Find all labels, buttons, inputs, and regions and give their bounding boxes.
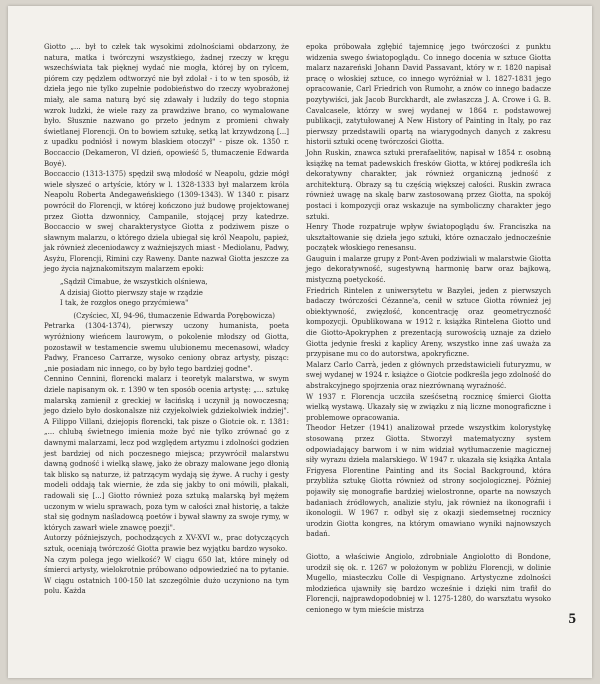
quote-line: „Sądził Cimabue, że wszystkich olśniewa, [60,278,208,287]
paragraph: John Ruskin, znawca sztuki prerafaelitów, napisał w 1854 r. osobną książkę na temat padewskich fresków Giotta, w której podkreśla ich dekoratywny charakter, jak również organiczną jedność z architekturą. Obrazy są tu częścią większej całości. Ruskin zwraca również uwagę na skalę barw zastosowaną przez Giotta, na spokój postaci i kompozycji oraz wskazuje na symboliczny charakter jego sztuki. [306,148,551,221]
quote-citation: (Czyściec, XI, 94-96, tłumaczenie Edwarda Porębowicza) [73,311,275,320]
paragraph: Na czym polega jego wielkość? W ciągu 650 lat, które minęły od śmierci artysty, wielokrotnie próbowano odpowiedzieć na to pytanie. W ciągu ostatnich 100-150 lat szczególnie dużo uczyniono na tym polu. Każda [44,555,289,596]
left-column [44,42,289,597]
paragraph: Cennino Cennini, florencki malarz i teoretyk malarstwa, w swym dziele napisanym ok. r. 1390 w ten sposób ocenia artystę: „... sztukę malarską zamienił z greckiej w łacińską i uczynił ją nowoczesną; jego dzieło było doskonalsze niż czyjekolwiek gdziekolwiek indziej". A Filippo Villani, dziejopis florencki, tak pisze o Giotcie ok. r. 1381: „... chlubą świetnego imienia może być nie tylko zrównać go z dawnymi malarzami, lecz pod względem artyzmu i zdolności godzien jest bardziej od nich poczesnego miejsca; przywrócił malarstwu dawną godność i wielką sławę, jako że obrazy malowane jego dłonią tak blisko są naturze, iż patrzącym wydają się żywe. A ruchy i gesty modeli oddają tak wiernie, że zda się jakby to oni mówili, płakali, radowali się [...] Giotto również poza sztuką malarską był mężem uczonym w wielu sprawach, poza tym w całości znał historię, a także stał się godnym naśladowcą poetów i bywał sławny za swoje rymy, w których zawarł wiele znawcę poezji". [44,375,289,532]
paragraph: W 1937 r. Florencja uczciła sześćsetną rocznicę śmierci Giotta wielką wystawą. Ukazały się w związku z nią liczne monograficzne i problemowe opracowania. [306,392,551,422]
right-column [306,42,551,615]
paragraph: Friedrich Rintelen z uniwersytetu w Bazylei, jeden z pierwszych badaczy twórczości Cézanne'a, cenił w sztuce Giotta również jej obiektywność, zwięzłość, koncentrację oraz geometryczność kompozycji. Opublikowana w 1912 r. książka Rintelena Giotto und die Giotto-Apokryphen z prezentacją surowością uznaje za dzieło Giotta jedynie freski z kaplicy Areny, wszystko inne zaś uważa za przypisane mu co do autorstwa, apokryficzne. [306,286,551,359]
paragraph: Giotto „... był to człek tak wysokimi zdolnościami obdarzony, że natura, matka i twórczyni wszystkiego, żadnej rzeczy w kręgu wszechświata tak pięknej wydać nie mogła, której by on rylcem, piórem czy pędzlem odtworzyć nie był zdolał - i to w ten sposób, iż dzieła jego nie tylko zupełnie podobieństwo do rzeczy wyobrażonej miały, ale sama naturą być się zdawały i ludzily do tego stopnia wzrok ludzki, że wiele razy za prawdziwe brano, co wymalowane było. Słusznie nazwano go przeto jednym z promieni chwały świetlanej Florencji. On to bowiem sztukę, setką lat krzywdzoną [...] z upadku podniósł i nowym blaskiem otoczył" - pisze ok. 1350 r. Boccaccio (Dekameron, VI dzień, opowieść 5, tłumaczenie Edwarda Boyé). [44,43,289,168]
page-number: 5 [568,611,576,627]
paragraph: Boccaccio (1313-1375) spędził swą młodość w Neapolu, gdzie mógł wiele słyszeć o artyście, który w l. 1328-1333 był malarzem króla Neapolu Roberta Andegaweńskiego (1309-1343). W 1340 r. pisarz powrócił do Florencji, w której kończono już budowę projektowanej przez Giotta dzwonnicy, Campanile, stojącej przy katedrze. Boccaccio w swej charakterystyce Giotta z podziwem pisze o sławnym malarzu, o którego dziela ubiegał się król Neapolu, papież, jak również zleceniodawcy z ważniejszych miast - Mediolanu, Padwy, Asyżu, Florencji, Rimini czy Raweny. Dante nazwał Giotta jeszcze za jego życia najznakomitszym malarzem epoki: [44,170,289,274]
paragraph: epoka próbowała zgłębić tajemnicę jego twórczości z punktu widzenia swego światopoglądu. Co innego docenia w sztuce Giotta malarz nazareński Johann David Passavant, który w r. 1820 napisał pracę o włoskiej sztuce, co innego wyróżniał w l. 1827-1831 jego opracowanie, Carl Friedrich von Rumohr, a znów co innego badacze pozytywiści, jak Jacob Burckhardt, ale zwłaszcza J. A. Crowe i G. B. Cavalcasele, którzy w swej wydanej w 1864 r. podstawowej publikacji, zatytułowanej A New History of Painting in Italy, po raz pierwszy przedstawili opartą na wiarygodnych danych z zakresu historii sztuki ocenę twórczości Giotta. [306,43,551,147]
paragraph: Giotto, a właściwie Angiolo, zdrobniale Angiolotto di Bondone, urodził się ok. r. 1267 w położonym w pobliżu Florencji, w dolinie Mugello, miasteczku Colle di Vespignano. Artystyczne zdolności młodzieńca ujawniły się bardzo wcześnie i dzięki nim trafił do Florencji, najprawdopodobniej w l. 1275-1280, do warsztatu wysoko cenionego w tym mieście mistrza [306,552,551,614]
paragraph: Autorzy późniejszych, pochodzących z XV-XVI w., prac dotyczących sztuk, oceniają twórczość Giotta prawie bez wyjątku bardzo wysoko. [44,534,289,553]
paragraph: Henry Thode rozpatruje wpływ światopoglądu św. Franciszka na ukształtowanie się dzieła jego sztuki, które oznaczało jednocześnie początek włoskiego renesansu. [306,223,551,253]
quote-line: A dzisiaj Giotto pierwszy staje w rządzie [60,288,203,297]
quote-line: I tak, że rozgłos onego przyćmiewa" [60,299,189,308]
paragraph: Theodor Hetzer (1941) analizował przede wszystkim kolorystykę stosowaną przez Giotta. Stworzył matematyczny system odpowiadający barwom i w nim widział wytłumaczenie magicznej siły wyrazu dzieła malarskiego. W 1947 r. ukazała się książka Antala Frigyesa Florentine Painting and its Social Background, która przybliża sztukę Giotta również od strony socjologicznej. Później pojawiły się monografie bardziej wielostronne, oparte na nowszych badaniach źródłowych, analizie stylu, jak również na ikonografii i ikonologii. W 1967 r. odbył się z okazji siedemsetnej rocznicy urodzin Giotta kongres, na którym omawiano wyniki najnowszych badań. [306,424,551,539]
paragraph: Petrarka (1304-1374), pierwszy uczony humanista, poeta wyróżniony wieńcem laurowym, o pokolenie młodszy od Giotta, pozostawił w testamencie swemu ulubionemu mecenasowi, władcy Padwy, Franceso Carrarze, wysoko ceniony obraz artysty, pisząc: „nie posiadam nic innego, co by było tego bardziej godne". [44,322,289,373]
paragraph: Gauguin i malarze grupy z Pont-Aven podziwiali w malarstwie Giotta jego dekoratywność, sugestywną harmonię barw oraz bajkową, mistyczną poetyckość. [306,254,551,285]
book-page [8,6,592,678]
paragraph-spacer [306,540,551,552]
poem-quote [60,277,289,309]
paragraph: Malarz Carlo Carrà, jeden z głównych przedstawicieli futuryzmu, w swej wydanej w 1924 r. książce o Giotcie podkreśla jego zdolność do abstrakcyjnego spojrzenia oraz niezrównaną wyraźność. [306,360,551,390]
